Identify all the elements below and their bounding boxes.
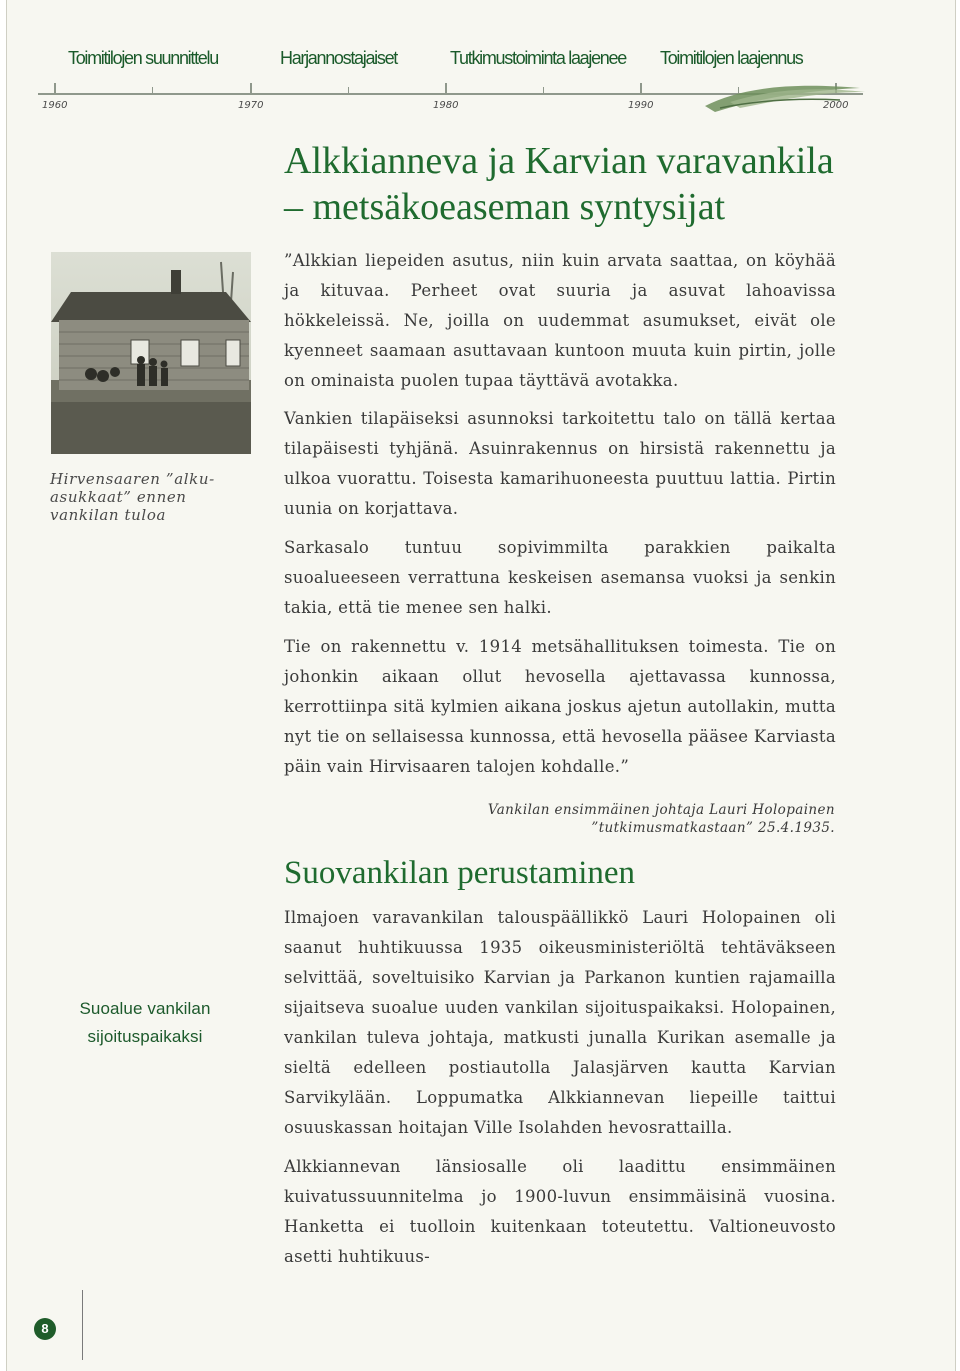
timeline-year: 2000 [823,100,849,111]
quote-paragraph-2: Vankien tilapäiseksi asunnoksi tarkoitettu talo on tällä kertaa tilapäisesti tyhjänä. Asuinrakennus on hirsistä rakennettu ja ulkoa vuorattu. Toisesta kamarihuoneesta puuttuu lattia. Pirtin uunia on korjattava. [284,409,836,518]
timeline-tick [250,83,252,95]
page-title [284,138,864,230]
timeline [0,78,960,118]
quote-paragraph-4: Tie on rakennettu v. 1914 metsähallituksen toimesta. Tie on johonkin aikaan ollut hevosella ajettavassa kunnossa, kerrottiinpa sitä kylmien aikana joskus ajetun autollakin, mutta nyt tie on sellaisessa kunnossa, että hevosella pääsee Karviasta päin vain Hirvisaaren talojen kohdalle.” [284,637,836,776]
timeline-tick [54,83,56,95]
timeline-tick [348,87,349,94]
section-paragraph-1: Ilmajoen varavankilan talouspäällikkö Lauri Holopainen oli saanut huhtikuussa 1935 oikeusministeriöltä tehtäväkseen selvittää, soveltuisiko Karvian ja Parkanon kuntien rajamailla sijaitseva suoalue uuden vankilan sijoituspaikaksi. Holopainen, vankilan tuleva johtaja, matkusti junalla Kurikan asemalle ja sieltä edelleen postiautolla Jalasjärven kautta Karvian Sarvikylään. Loppumatka Alkkiannevan liepeille taittui osuuskassan hoitajan Ville Isolahden hevosrattailla. [284,908,836,1137]
quote-paragraph-3: Sarkasalo tuntuu sopivimmilta parakkien paikalta suoalueeseen verrattuna keskeisen asemansa vuoksi ja senkin takia, että tie menee sen halki. [284,538,836,617]
signature-line-2: ”tutkimusmatkastaan” 25.4.1935. [591,820,835,836]
footer-divider [82,1290,83,1360]
nav-item-harjannostajaiset[interactable]: Harjannostajaiset [280,48,397,68]
nav-item-toimitilojen-suunnittelu[interactable]: Toimitilojen suunnittelu [68,48,218,68]
timeline-tick [152,87,153,94]
nav-item-tutkimustoiminta[interactable]: Tutkimustoiminta laajenee [450,48,626,68]
grass-swoosh-icon [700,78,870,118]
title-line-2: – metsäkoeaseman syntysijat [284,186,726,228]
section-nav [0,48,960,72]
quote-paragraph-1: ”Alkkian liepeiden asutus, niin kuin arvata saattaa, on köyhää ja kituvaa. Perheet ovat suuria ja asuvat lahoavissa hökkeleissä. Ne, joilla on uudemmat asumukset, eivät ole kyenneet saamaan asuttavaan kuntoon muuta kuin pirtin, jolle on ominaista puolen tupaa täyttävä avotakka. [284,251,836,390]
photo-caption: Hirvensaaren ”alku-asukkaat” ennen vankilan tuloa [50,470,215,524]
signature-line-1: Vankilan ensimmäinen johtaja Lauri Holopainen [487,802,835,818]
timeline-year: 1960 [42,100,68,111]
quote-signature [480,801,835,837]
section-paragraph-2: Alkkiannevan länsiosalle oli laadittu ensimmäinen kuivatussuunnitelma jo 1900-luvun ensimmäisinä vuosina. Hanketta ei tuolloin kuitenkaan toteutettu. Valtioneuvosto asetti huhtikuus- [284,1157,836,1266]
page-number-badge: 8 [34,1318,56,1340]
timeline-tick [543,87,544,94]
timeline-year: 1990 [628,100,654,111]
side-heading [50,995,240,1051]
timeline-year: 1970 [238,100,264,111]
timeline-year: 1980 [433,100,459,111]
historic-house-photo [51,252,251,454]
section-title: Suovankilan perustaminen [284,855,636,891]
nav-item-toimitilojen-laajennus[interactable]: Toimitilojen laajennus [660,48,803,68]
timeline-tick [640,83,642,95]
side-heading-line-2: sijoituspaikaksi [87,1027,203,1046]
side-heading-line-1: Suoalue vankilan [79,999,211,1018]
timeline-tick [445,83,447,95]
title-line-1: Alkkianneva ja Karvian varavankila [284,140,834,182]
